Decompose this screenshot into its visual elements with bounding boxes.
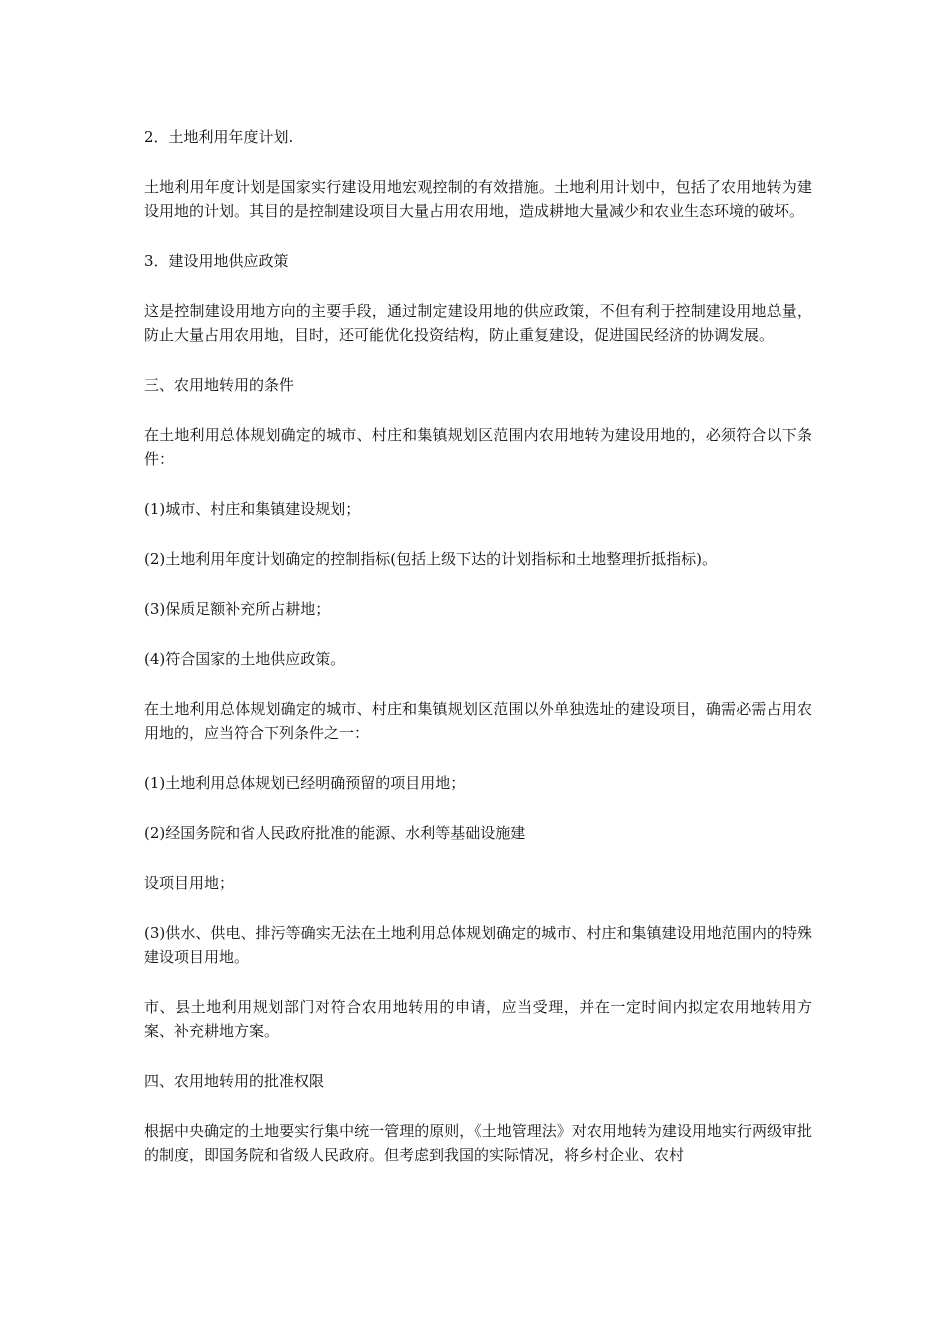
list-item-outside-condition-3: (3)供水、供电、排污等确实无法在土地利用总体规划确定的城市、村庄和集镇建设用地范围内的特殊建设项目用地。	[144, 924, 812, 966]
paragraph-application-handling: 市、县土地利用规划部门对符合农用地转用的申请，应当受理，并在一定时间内拟定农用地转用方案、补充耕地方案。	[144, 998, 812, 1040]
list-item-condition-2: (2)土地利用年度计划确定的控制指标(包括上级下达的计划指标和土地整理折抵指标)。	[144, 550, 717, 568]
section-heading-conversion-conditions: 三、农用地转用的条件	[144, 376, 295, 394]
section-heading-land-use-annual-plan: 2．土地利用年度计划.	[144, 128, 294, 146]
paragraph-approval-authority: 根据中央确定的土地要实行集中统一管理的原则，《土地管理法》对农用地转为建设用地实行两级审批的制度，即国务院和省级人民政府。但考虑到我国的实际情况，将乡村企业、农村	[144, 1122, 812, 1164]
list-item-condition-1: (1)城市、村庄和集镇建设规划；	[144, 500, 361, 518]
paragraph-supply-policy-description: 这是控制建设用地方向的主要手段，通过制定建设用地的供应政策，不但有利于控制建设用地总量，防止大量占用农用地，目时，还可能优化投资结构，防止重复建设，促进国民经济的协调发展。	[144, 302, 812, 344]
paragraph-conditions-intro: 在土地利用总体规划确定的城市、村庄和集镇规划区范围内农用地转为建设用地的，必须符合以下条件：	[144, 426, 812, 468]
list-item-outside-condition-1: (1)土地利用总体规划已经明确预留的项目用地；	[144, 774, 466, 792]
paragraph-annual-plan-description: 土地利用年度计划是国家实行建设用地宏观控制的有效措施。土地利用计划中，包括了农用地转为建设用地的计划。其目的是控制建设项目大量占用农用地，造成耕地大量减少和农业生态环境的破坏。	[144, 178, 812, 220]
document-body	[144, 125, 812, 1193]
section-heading-approval-authority: 四、农用地转用的批准权限	[144, 1072, 325, 1090]
list-item-condition-3: (3)保质足额补充所占耕地；	[144, 600, 331, 618]
paragraph-outside-planning-area: 在土地利用总体规划确定的城市、村庄和集镇规划区范围以外单独选址的建设项目，确需必需占用农用地的，应当符合下列条件之一：	[144, 700, 812, 742]
section-heading-supply-policy: 3．建设用地供应政策	[144, 252, 289, 270]
list-item-outside-condition-2: (2)经国务院和省人民政府批准的能源、水利等基础设施建	[144, 824, 526, 842]
list-item-outside-condition-2-continued: 设项目用地；	[144, 874, 235, 892]
list-item-condition-4: (4)符合国家的土地供应政策。	[144, 650, 346, 668]
